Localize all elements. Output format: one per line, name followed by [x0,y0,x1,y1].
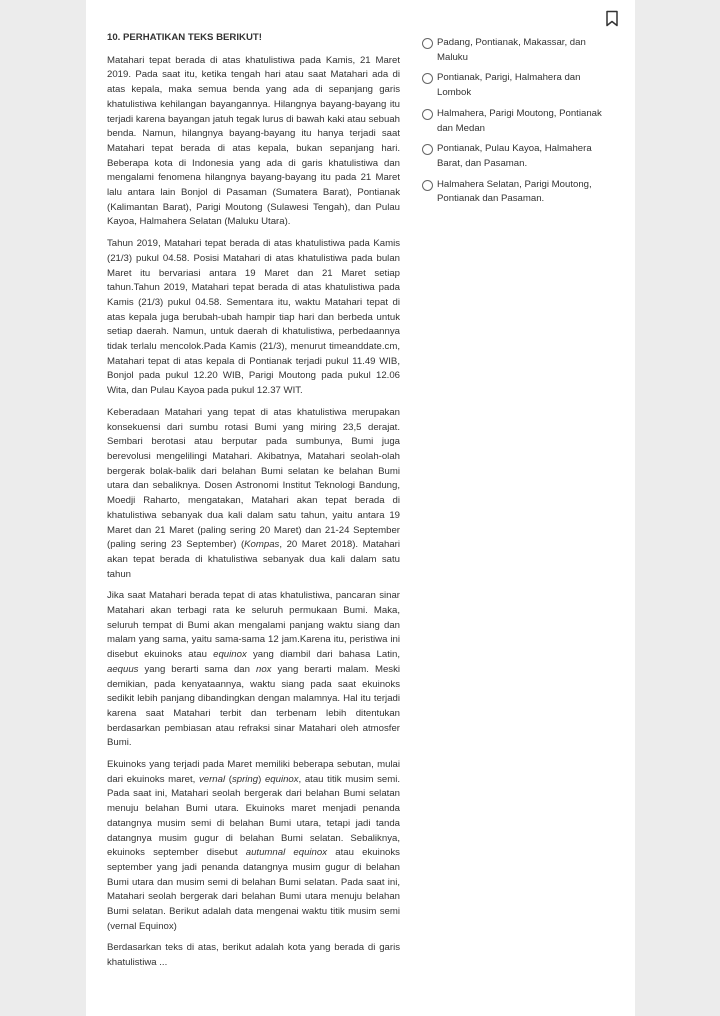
radio-button[interactable] [422,180,433,191]
passage-paragraph-3: Keberadaan Matahari yang tepat di atas khatulistiwa merupakan konsekuensi dari sumbu rotasi Bumi yang miring 23,5 derajat. Sembari berotasi atau berputar pada sumbunya, Bumi juga berevolusi mengelilingi Matahari. Akibatnya, Matahari seolah-olah bergerak bolak-balik dari belahan Bumi selatan ke belahan Bumi utara dan sebaliknya. Dosen Astronomi Institut Teknologi Bandung, Moedji Raharto, mengatakan, Matahari akan tepat berada di khatulistiwa sebanyak dua kali dalam satu tahun, yaitu antara 19 Maret dan 21 Maret (paling sering 20 Maret) dan 21-24 September (paling sering 23 September) (Kompas, 20 Maret 2018). Matahari akan tepat berada di khatulistiwa sebanyak dua kali dalam satu tahun [107,406,400,580]
radio-button[interactable] [422,109,433,120]
answer-option-label: Pontianak, Pulau Kayoa, Halmahera Barat, dan Pasaman. [437,143,592,169]
radio-button[interactable] [422,73,433,84]
answer-option-label: Pontianak, Parigi, Halmahera dan Lombok [437,72,581,99]
question-prompt: Berdasarkan teks di atas, berikut adalah kota yang berada di garis khatulistiwa ... [107,942,400,969]
radio-button[interactable] [422,144,433,155]
answer-option-b[interactable] [422,71,607,100]
answer-option-d[interactable] [422,142,607,171]
question-body [107,31,400,978]
passage-paragraph-1: Matahari tepat berada di atas khatulistiwa pada Kamis, 21 Maret 2019. Pada saat itu, ketika tengah hari atau saat Matahari ada di atas kepala, maka semua benda yang ada di sepanjang garis khatulistiwa kehilangan bayangannya. Hilangnya bayang-bayang itu terjadi karena bayangan jatuh tegak lurus di bawah kaki atau sebuah benda. Namun, hilangnya bayang-bayang itu hanya terjadi saat Matahari tepat berada di atas kepala, bukan sepanjang hari. Beberapa kota di Indonesia yang ada di garis khatulistiwa dan mengalami fenomena hilangnya bayang-bayang itu pada 21 Maret lalu antara lain Bonjol di Pasaman (Sumatera Barat), Pontianak (Kalimantan Barat), Parigi Moutong (Sulawesi Tengah), dan Pulau Kayoa, Halmahera Selatan (Maluku Utara). [107,54,400,228]
answer-option-e[interactable] [422,178,607,207]
answer-option-label: Halmahera, Parigi Moutong, Pontianak dan Medan [437,107,602,134]
answer-option-a[interactable] [422,36,607,65]
answer-option-c[interactable] [422,107,607,136]
answer-option-label: Halmahera Selatan, Parigi Moutong, Pontianak dan Pasaman. [437,178,592,205]
passage-paragraph-2: Tahun 2019, Matahari tepat berada di atas khatulistiwa pada Kamis (21/3) pukul 04.58. Posisi Matahari di atas khatulistiwa pada bulan Maret itu bervariasi antara 19 Maret dan 21 Maret setiap tahun.Tahun 2019, Matahari tepat berada di atas khatulistiwa pada Kamis (21/3) pukul 04.58. Sementara itu, waktu Matahari tepat di atas kepala juga berubah-ubah hampir tiap hari dan berbeda untuk setiap daerah. Namun, untuk daerah di khatulistiwa, perbedaannya tidak terlalu mencolok.Pada Kamis (21/3), menurut timeanddate.cm, Matahari tepat di atas kepala di Pontianak terjadi pukul 11.49 WIB, Bonjol pada pukul 12.20 WIB, Parigi Moutong pada pukul 12.06 Wita, dan Pulau Kayoa pada pukul 12.37 WIT. [107,238,400,397]
answer-option-label: Padang, Pontianak, Makassar, dan Maluku [437,37,586,63]
bookmark-icon[interactable] [605,10,619,27]
question-title: 10. PERHATIKAN TEKS BERIKUT! [107,32,262,43]
radio-button[interactable] [422,38,433,49]
answer-options [422,36,607,213]
passage-paragraph-5: Ekuinoks yang terjadi pada Maret memiliki beberapa sebutan, mulai dari ekuinoks maret, vernal (spring) equinox, atau titik musim semi. Pada saat ini, Matahari seolah bergerak dari belahan Bumi selatan menuju belahan Bumi utara. Ekuinoks maret menjadi penanda datangnya musim semi di belahan Bumi utara, tetapi jadi tanda datangnya musim gugur di belahan Bumi selatan. Sebaliknya, ekuinoks september disebut autumnal equinox atau ekuinoks september yang jadi penanda datangnya musim gugur di belahan Bumi utara dan musim semi di belahan Bumi selatan. Pada saat ini, Matahari seolah bergerak dari belahan Bumi utara menuju belahan Bumi selatan. Berikut adalah data mengenai waktu titik musim semi (vernal Equinox) [107,759,400,932]
passage-paragraph-4: Jika saat Matahari berada tepat di atas khatulistiwa, pancaran sinar Matahari akan terbagi rata ke seluruh permukaan Bumi. Maka, seluruh tempat di Bumi akan mengalami panjang waktu siang dan malam yang sama, yaitu sama-sama 12 jam.Karena itu, peristiwa ini disebut ekuinoks atau equinox yang diambil dari bahasa Latin, aequus yang berarti sama dan nox yang berarti malam. Meski demikian, pada kenyataannya, waktu siang pada saat ekuinoks sedikit lebih panjang dibandingkan dengan malamnya. Hal itu terjadi karena saat Matahari terbit dan terbenam lebih ditentukan berdasarkan pembiasan atau refraksi sinar Matahari oleh atmosfer Bumi. [107,590,400,749]
